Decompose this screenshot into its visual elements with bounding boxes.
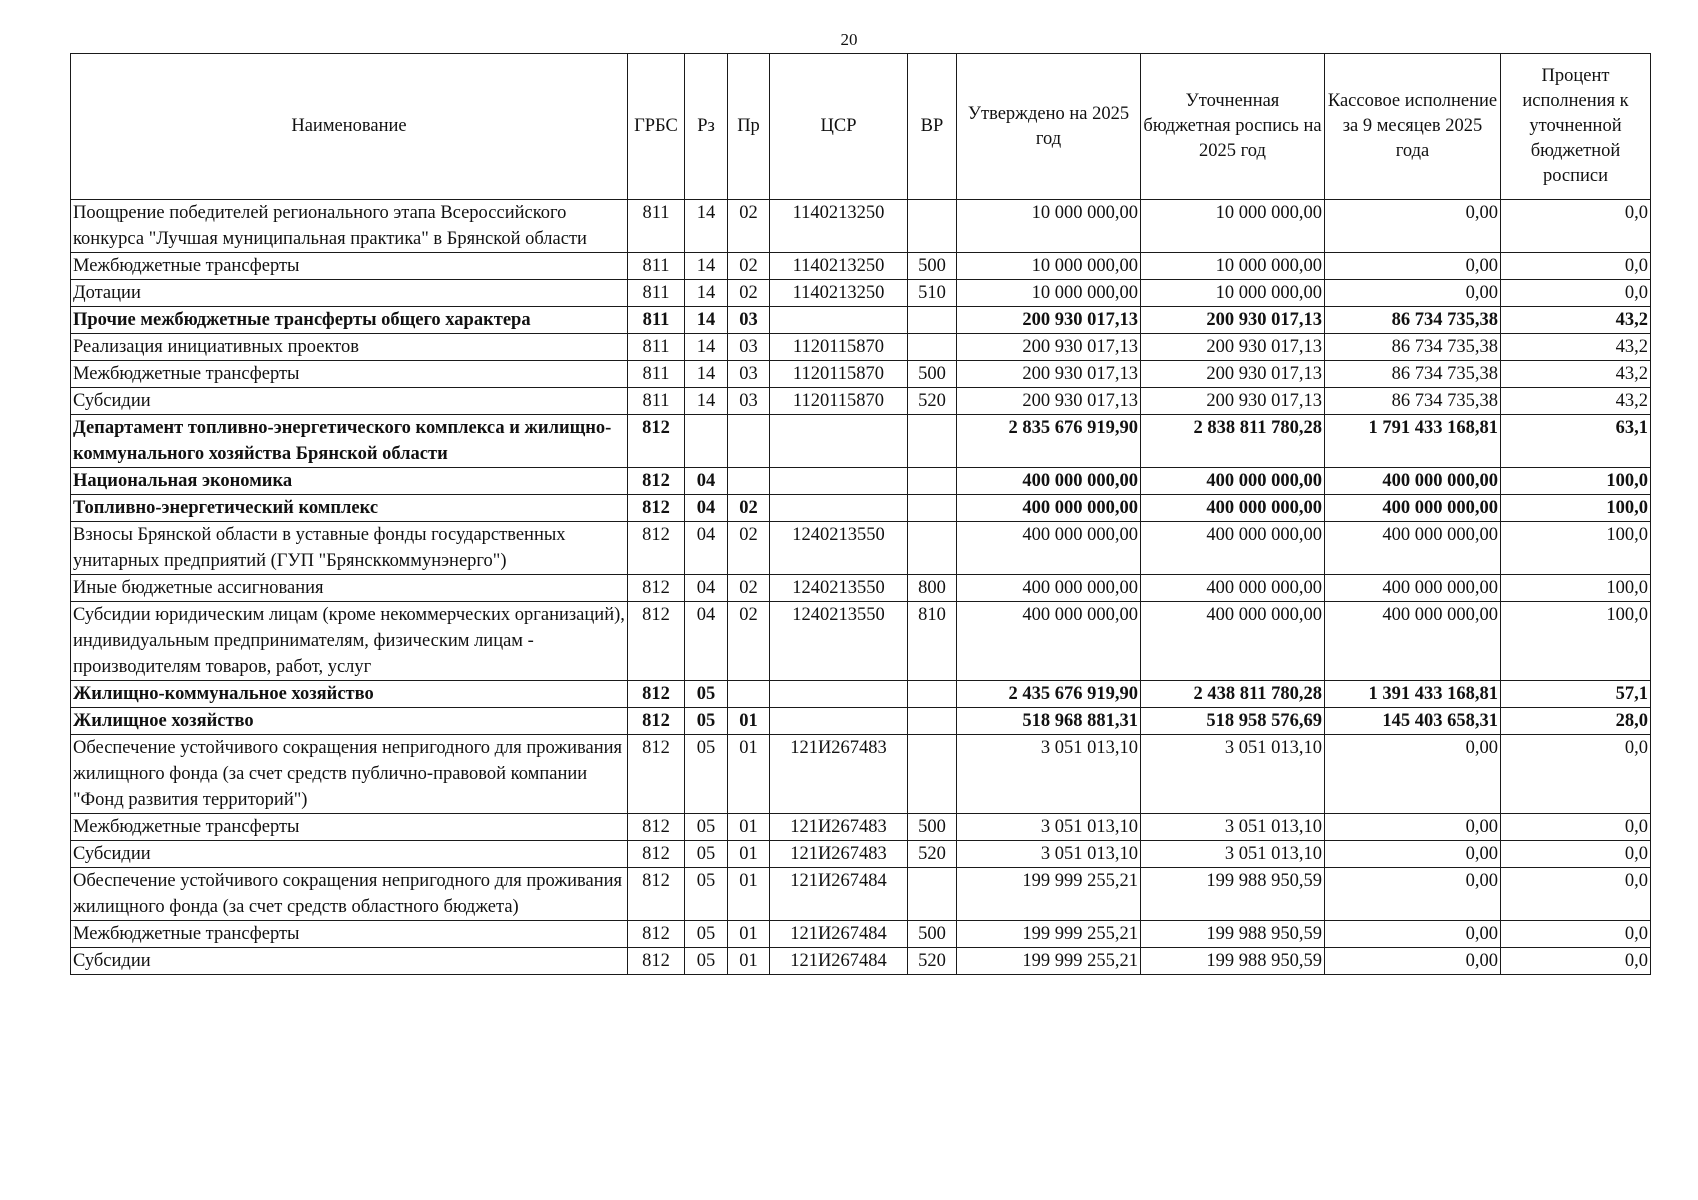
cell-grbs: 812 xyxy=(628,708,685,735)
table-row xyxy=(71,921,1651,948)
cell-name: Субсидии xyxy=(71,388,628,415)
cell-rz: 04 xyxy=(685,495,728,522)
table-row xyxy=(71,948,1651,975)
cell-grbs: 812 xyxy=(628,415,685,468)
cell-executed: 86 734 735,38 xyxy=(1325,388,1501,415)
budget-table xyxy=(70,53,1651,975)
cell-approved: 199 999 255,21 xyxy=(957,868,1141,921)
table-row xyxy=(71,495,1651,522)
header-row xyxy=(71,54,1651,200)
cell-csr: 1120115870 xyxy=(770,388,908,415)
cell-refined: 3 051 013,10 xyxy=(1141,814,1325,841)
cell-refined: 400 000 000,00 xyxy=(1141,495,1325,522)
cell-percent: 63,1 xyxy=(1501,415,1651,468)
cell-executed: 400 000 000,00 xyxy=(1325,495,1501,522)
cell-refined: 2 438 811 780,28 xyxy=(1141,681,1325,708)
cell-percent: 57,1 xyxy=(1501,681,1651,708)
cell-name: Жилищное хозяйство xyxy=(71,708,628,735)
cell-approved: 400 000 000,00 xyxy=(957,495,1141,522)
cell-refined: 3 051 013,10 xyxy=(1141,735,1325,814)
cell-approved: 200 930 017,13 xyxy=(957,361,1141,388)
cell-percent: 100,0 xyxy=(1501,522,1651,575)
cell-rz: 05 xyxy=(685,841,728,868)
cell-approved: 3 051 013,10 xyxy=(957,735,1141,814)
table-row xyxy=(71,280,1651,307)
cell-name: Межбюджетные трансферты xyxy=(71,814,628,841)
cell-executed: 86 734 735,38 xyxy=(1325,307,1501,334)
cell-refined: 200 930 017,13 xyxy=(1141,307,1325,334)
cell-csr: 121И267483 xyxy=(770,841,908,868)
cell-refined: 400 000 000,00 xyxy=(1141,468,1325,495)
cell-approved: 10 000 000,00 xyxy=(957,280,1141,307)
cell-grbs: 811 xyxy=(628,388,685,415)
cell-grbs: 811 xyxy=(628,280,685,307)
table-row xyxy=(71,814,1651,841)
cell-percent: 0,0 xyxy=(1501,280,1651,307)
header-approved: Утверждено на 2025 год xyxy=(957,54,1141,200)
cell-approved: 3 051 013,10 xyxy=(957,814,1141,841)
cell-approved: 10 000 000,00 xyxy=(957,200,1141,253)
cell-executed: 400 000 000,00 xyxy=(1325,522,1501,575)
header-grbs: ГРБС xyxy=(628,54,685,200)
cell-approved: 200 930 017,13 xyxy=(957,334,1141,361)
cell-grbs: 811 xyxy=(628,307,685,334)
cell-csr: 1140213250 xyxy=(770,253,908,280)
cell-pr: 01 xyxy=(728,814,770,841)
cell-csr: 1240213550 xyxy=(770,575,908,602)
cell-refined: 199 988 950,59 xyxy=(1141,921,1325,948)
table-row xyxy=(71,200,1651,253)
cell-percent: 0,0 xyxy=(1501,735,1651,814)
cell-refined: 10 000 000,00 xyxy=(1141,253,1325,280)
cell-rz: 04 xyxy=(685,522,728,575)
cell-name: Обеспечение устойчивого сокращения непригодного для проживания жилищного фонда (за счет средств публично-правовой компании "Фонд развития территорий") xyxy=(71,735,628,814)
cell-executed: 86 734 735,38 xyxy=(1325,361,1501,388)
cell-approved: 400 000 000,00 xyxy=(957,522,1141,575)
header-vr: ВР xyxy=(908,54,957,200)
cell-pr: 01 xyxy=(728,921,770,948)
cell-percent: 100,0 xyxy=(1501,468,1651,495)
cell-pr: 02 xyxy=(728,253,770,280)
cell-refined: 10 000 000,00 xyxy=(1141,200,1325,253)
cell-vr: 500 xyxy=(908,361,957,388)
cell-percent: 43,2 xyxy=(1501,388,1651,415)
cell-rz: 05 xyxy=(685,948,728,975)
cell-pr: 01 xyxy=(728,948,770,975)
cell-name: Обеспечение устойчивого сокращения непригодного для проживания жилищного фонда (за счет средств областного бюджета) xyxy=(71,868,628,921)
cell-grbs: 812 xyxy=(628,495,685,522)
cell-pr xyxy=(728,681,770,708)
cell-csr: 121И267483 xyxy=(770,735,908,814)
cell-vr: 500 xyxy=(908,814,957,841)
cell-vr xyxy=(908,415,957,468)
cell-executed: 145 403 658,31 xyxy=(1325,708,1501,735)
cell-pr: 01 xyxy=(728,708,770,735)
cell-grbs: 812 xyxy=(628,522,685,575)
table-row xyxy=(71,307,1651,334)
cell-csr: 1120115870 xyxy=(770,334,908,361)
cell-refined: 400 000 000,00 xyxy=(1141,522,1325,575)
cell-csr xyxy=(770,468,908,495)
cell-executed: 0,00 xyxy=(1325,735,1501,814)
table-row xyxy=(71,735,1651,814)
cell-pr: 02 xyxy=(728,280,770,307)
cell-refined: 200 930 017,13 xyxy=(1141,334,1325,361)
table-row xyxy=(71,522,1651,575)
cell-vr: 800 xyxy=(908,575,957,602)
cell-rz: 14 xyxy=(685,334,728,361)
cell-rz: 14 xyxy=(685,361,728,388)
table-row xyxy=(71,708,1651,735)
cell-executed: 400 000 000,00 xyxy=(1325,468,1501,495)
cell-percent: 0,0 xyxy=(1501,868,1651,921)
cell-approved: 200 930 017,13 xyxy=(957,307,1141,334)
cell-name: Межбюджетные трансферты xyxy=(71,361,628,388)
cell-rz: 05 xyxy=(685,868,728,921)
cell-name: Иные бюджетные ассигнования xyxy=(71,575,628,602)
cell-refined: 400 000 000,00 xyxy=(1141,575,1325,602)
cell-approved: 2 835 676 919,90 xyxy=(957,415,1141,468)
cell-percent: 0,0 xyxy=(1501,200,1651,253)
cell-pr: 02 xyxy=(728,495,770,522)
cell-grbs: 812 xyxy=(628,948,685,975)
cell-executed: 86 734 735,38 xyxy=(1325,334,1501,361)
table-row xyxy=(71,681,1651,708)
table-row xyxy=(71,602,1651,681)
cell-grbs: 811 xyxy=(628,334,685,361)
header-pr: Пр xyxy=(728,54,770,200)
cell-rz: 14 xyxy=(685,253,728,280)
cell-executed: 0,00 xyxy=(1325,841,1501,868)
cell-name: Реализация инициативных проектов xyxy=(71,334,628,361)
cell-csr xyxy=(770,681,908,708)
table-row xyxy=(71,868,1651,921)
cell-executed: 400 000 000,00 xyxy=(1325,575,1501,602)
cell-csr xyxy=(770,415,908,468)
cell-approved: 400 000 000,00 xyxy=(957,468,1141,495)
cell-percent: 43,2 xyxy=(1501,361,1651,388)
cell-percent: 100,0 xyxy=(1501,575,1651,602)
cell-vr: 510 xyxy=(908,280,957,307)
cell-rz: 05 xyxy=(685,681,728,708)
cell-rz: 05 xyxy=(685,735,728,814)
header-name: Наименование xyxy=(71,54,628,200)
cell-csr xyxy=(770,708,908,735)
cell-rz: 04 xyxy=(685,575,728,602)
cell-vr xyxy=(908,468,957,495)
cell-rz: 14 xyxy=(685,280,728,307)
table-row xyxy=(71,415,1651,468)
cell-percent: 0,0 xyxy=(1501,921,1651,948)
cell-name: Департамент топливно-энергетического комплекса и жилищно-коммунального хозяйства Брянской области xyxy=(71,415,628,468)
cell-vr: 520 xyxy=(908,948,957,975)
cell-name: Дотации xyxy=(71,280,628,307)
cell-executed: 0,00 xyxy=(1325,868,1501,921)
cell-csr: 1140213250 xyxy=(770,200,908,253)
cell-refined: 199 988 950,59 xyxy=(1141,868,1325,921)
table-body xyxy=(71,200,1651,975)
table-row xyxy=(71,388,1651,415)
cell-approved: 2 435 676 919,90 xyxy=(957,681,1141,708)
cell-pr: 02 xyxy=(728,522,770,575)
cell-name: Взносы Брянской области в уставные фонды государственных унитарных предприятий (ГУП "Брянсккоммунэнерго") xyxy=(71,522,628,575)
cell-pr: 01 xyxy=(728,841,770,868)
cell-percent: 100,0 xyxy=(1501,602,1651,681)
cell-percent: 0,0 xyxy=(1501,253,1651,280)
cell-name: Субсидии xyxy=(71,841,628,868)
cell-refined: 10 000 000,00 xyxy=(1141,280,1325,307)
cell-pr: 03 xyxy=(728,334,770,361)
header-percent: Процент исполнения к уточненной бюджетной росписи xyxy=(1501,54,1651,200)
cell-vr xyxy=(908,495,957,522)
table-row xyxy=(71,841,1651,868)
cell-executed: 1 391 433 168,81 xyxy=(1325,681,1501,708)
cell-executed: 0,00 xyxy=(1325,253,1501,280)
table-row xyxy=(71,468,1651,495)
cell-grbs: 812 xyxy=(628,575,685,602)
cell-csr: 1240213550 xyxy=(770,602,908,681)
cell-approved: 199 999 255,21 xyxy=(957,948,1141,975)
cell-percent: 0,0 xyxy=(1501,948,1651,975)
cell-approved: 3 051 013,10 xyxy=(957,841,1141,868)
cell-approved: 400 000 000,00 xyxy=(957,602,1141,681)
cell-grbs: 812 xyxy=(628,814,685,841)
cell-vr xyxy=(908,708,957,735)
cell-grbs: 812 xyxy=(628,841,685,868)
cell-pr: 01 xyxy=(728,868,770,921)
cell-rz: 05 xyxy=(685,708,728,735)
cell-rz: 14 xyxy=(685,388,728,415)
cell-pr: 03 xyxy=(728,361,770,388)
cell-rz: 05 xyxy=(685,814,728,841)
cell-rz: 14 xyxy=(685,200,728,253)
cell-executed: 0,00 xyxy=(1325,200,1501,253)
page-number: 20 xyxy=(840,30,858,49)
table-row xyxy=(71,334,1651,361)
cell-rz xyxy=(685,415,728,468)
cell-refined: 3 051 013,10 xyxy=(1141,841,1325,868)
cell-name: Жилищно-коммунальное хозяйство xyxy=(71,681,628,708)
cell-executed: 0,00 xyxy=(1325,280,1501,307)
cell-percent: 28,0 xyxy=(1501,708,1651,735)
cell-vr xyxy=(908,868,957,921)
cell-grbs: 812 xyxy=(628,681,685,708)
header-csr: ЦСР xyxy=(770,54,908,200)
header-rz: Рз xyxy=(685,54,728,200)
cell-csr xyxy=(770,495,908,522)
cell-percent: 43,2 xyxy=(1501,307,1651,334)
cell-pr: 02 xyxy=(728,575,770,602)
cell-csr xyxy=(770,307,908,334)
cell-vr xyxy=(908,334,957,361)
cell-grbs: 812 xyxy=(628,468,685,495)
cell-approved: 10 000 000,00 xyxy=(957,253,1141,280)
cell-approved: 518 968 881,31 xyxy=(957,708,1141,735)
cell-pr: 01 xyxy=(728,735,770,814)
table-row xyxy=(71,253,1651,280)
cell-name: Межбюджетные трансферты xyxy=(71,921,628,948)
cell-name: Топливно-энергетический комплекс xyxy=(71,495,628,522)
table-header xyxy=(71,54,1651,200)
cell-rz: 05 xyxy=(685,921,728,948)
cell-refined: 2 838 811 780,28 xyxy=(1141,415,1325,468)
cell-name: Поощрение победителей регионального этапа Всероссийского конкурса "Лучшая муниципальная практика" в Брянской области xyxy=(71,200,628,253)
cell-name: Субсидии xyxy=(71,948,628,975)
cell-vr: 520 xyxy=(908,841,957,868)
cell-percent: 100,0 xyxy=(1501,495,1651,522)
cell-executed: 0,00 xyxy=(1325,814,1501,841)
cell-vr xyxy=(908,307,957,334)
cell-grbs: 812 xyxy=(628,735,685,814)
cell-refined: 518 958 576,69 xyxy=(1141,708,1325,735)
cell-csr: 121И267484 xyxy=(770,868,908,921)
cell-executed: 0,00 xyxy=(1325,921,1501,948)
cell-approved: 199 999 255,21 xyxy=(957,921,1141,948)
cell-pr: 03 xyxy=(728,307,770,334)
cell-grbs: 811 xyxy=(628,253,685,280)
cell-grbs: 812 xyxy=(628,602,685,681)
cell-approved: 400 000 000,00 xyxy=(957,575,1141,602)
cell-vr xyxy=(908,200,957,253)
cell-rz: 04 xyxy=(685,468,728,495)
cell-csr: 121И267484 xyxy=(770,921,908,948)
table-row xyxy=(71,361,1651,388)
cell-pr xyxy=(728,415,770,468)
cell-approved: 200 930 017,13 xyxy=(957,388,1141,415)
cell-percent: 0,0 xyxy=(1501,814,1651,841)
cell-name: Межбюджетные трансферты xyxy=(71,253,628,280)
cell-grbs: 812 xyxy=(628,921,685,948)
header-executed: Кассовое исполнение за 9 месяцев 2025 года xyxy=(1325,54,1501,200)
cell-csr: 1240213550 xyxy=(770,522,908,575)
cell-csr: 1140213250 xyxy=(770,280,908,307)
cell-pr: 02 xyxy=(728,200,770,253)
cell-csr: 1120115870 xyxy=(770,361,908,388)
cell-refined: 200 930 017,13 xyxy=(1141,388,1325,415)
header-refined: Уточненная бюджетная роспись на 2025 год xyxy=(1141,54,1325,200)
cell-percent: 0,0 xyxy=(1501,841,1651,868)
cell-grbs: 811 xyxy=(628,361,685,388)
cell-vr: 520 xyxy=(908,388,957,415)
cell-executed: 1 791 433 168,81 xyxy=(1325,415,1501,468)
cell-pr: 03 xyxy=(728,388,770,415)
cell-vr: 500 xyxy=(908,921,957,948)
cell-vr: 500 xyxy=(908,253,957,280)
cell-percent: 43,2 xyxy=(1501,334,1651,361)
cell-vr xyxy=(908,735,957,814)
cell-name: Прочие межбюджетные трансферты общего характера xyxy=(71,307,628,334)
cell-vr xyxy=(908,522,957,575)
cell-executed: 0,00 xyxy=(1325,948,1501,975)
cell-name: Субсидии юридическим лицам (кроме некоммерческих организаций), индивидуальным предпринимателям, физическим лицам - производителям товаров, работ, услуг xyxy=(71,602,628,681)
cell-rz: 04 xyxy=(685,602,728,681)
cell-refined: 199 988 950,59 xyxy=(1141,948,1325,975)
cell-vr: 810 xyxy=(908,602,957,681)
cell-refined: 400 000 000,00 xyxy=(1141,602,1325,681)
cell-pr: 02 xyxy=(728,602,770,681)
cell-csr: 121И267483 xyxy=(770,814,908,841)
cell-vr xyxy=(908,681,957,708)
cell-pr xyxy=(728,468,770,495)
cell-csr: 121И267484 xyxy=(770,948,908,975)
cell-refined: 200 930 017,13 xyxy=(1141,361,1325,388)
cell-rz: 14 xyxy=(685,307,728,334)
cell-grbs: 811 xyxy=(628,200,685,253)
table-row xyxy=(71,575,1651,602)
cell-name: Национальная экономика xyxy=(71,468,628,495)
cell-executed: 400 000 000,00 xyxy=(1325,602,1501,681)
cell-grbs: 812 xyxy=(628,868,685,921)
